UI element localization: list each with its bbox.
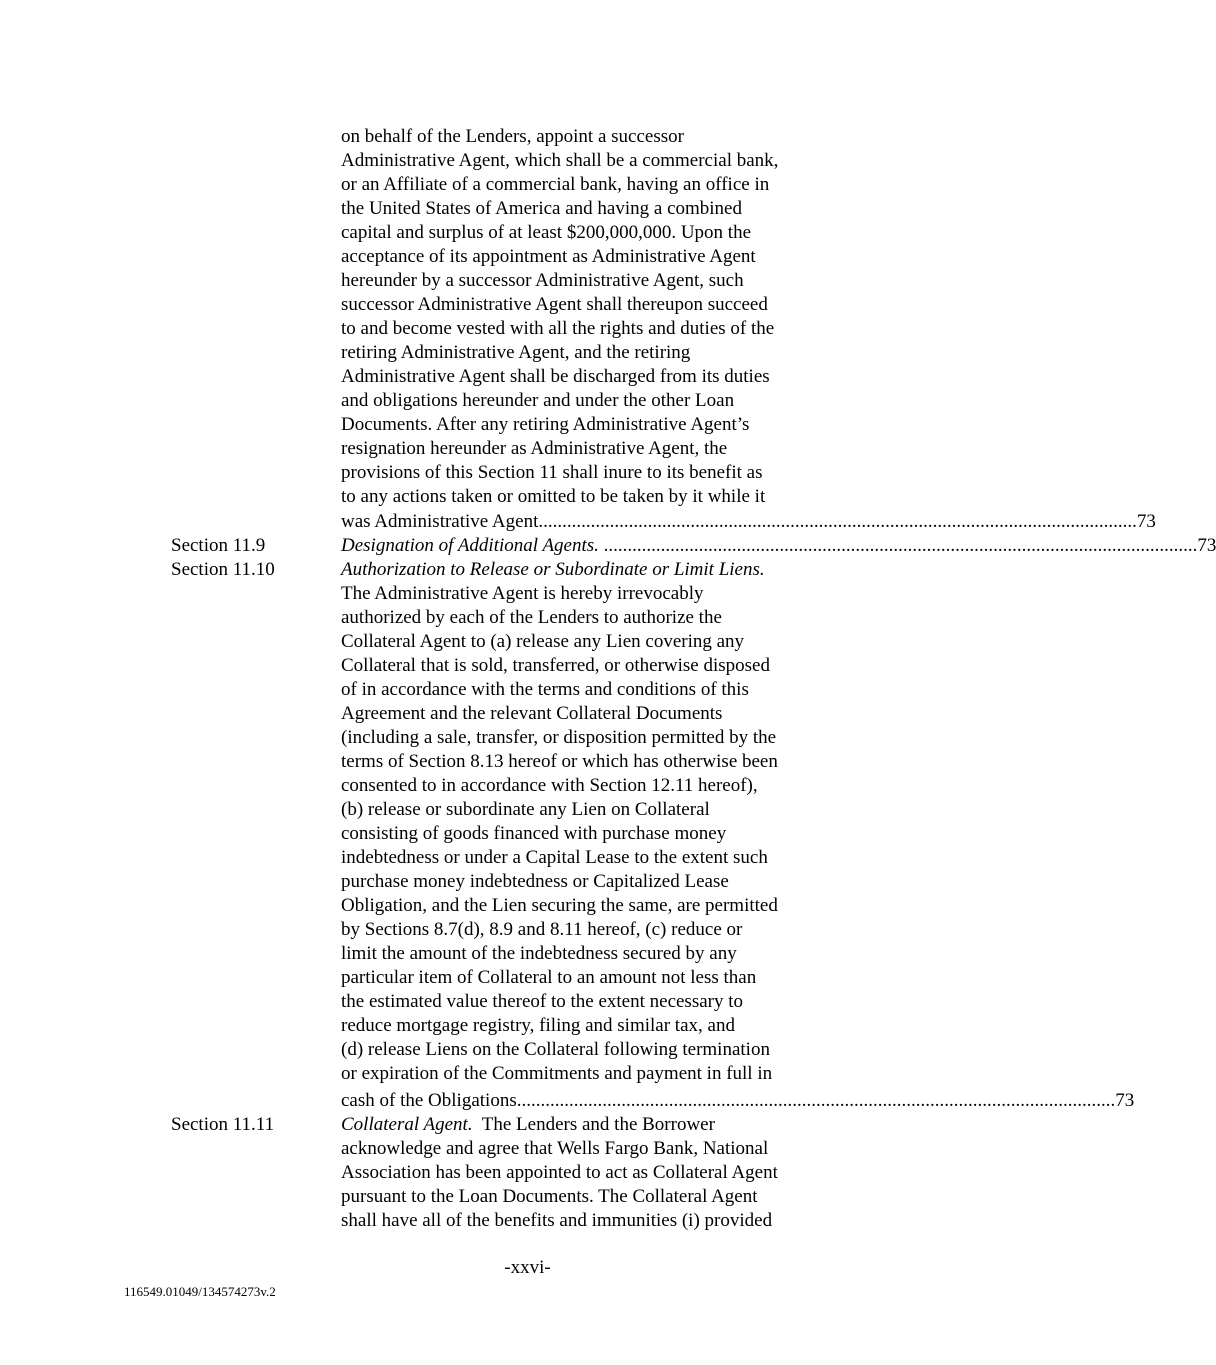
text-line: Collateral that is sold, transferred, or otherwise disposed (341, 655, 770, 676)
text-line: pursuant to the Loan Documents. The Collateral Agent (341, 1186, 758, 1207)
text-line: reduce mortgage registry, filing and similar tax, and (341, 1015, 735, 1036)
page-number: -xxvi- (504, 1257, 551, 1278)
text-line: capital and surplus of at least $200,000,000. Upon the (341, 222, 752, 243)
section-label: Section 11.11 (171, 1114, 275, 1135)
toc-entry-section-11-9[interactable] (341, 534, 1216, 558)
text-line: provisions of this Section 11 shall inure to its benefit as (341, 462, 763, 483)
text-line: Agreement and the relevant Collateral Documents (341, 703, 723, 724)
text-line: acceptance of its appointment as Administrative Agent (341, 246, 756, 267)
text-line: Documents. After any retiring Administrative Agent’s (341, 414, 750, 435)
text-line: to and become vested with all the rights and duties of the (341, 318, 775, 339)
text-line: Collateral Agent to (a) release any Lien covering any (341, 631, 745, 652)
text-line: Administrative Agent, which shall be a commercial bank, (341, 150, 779, 171)
text-line: retiring Administrative Agent, and the retiring (341, 342, 691, 363)
text-line: acknowledge and agree that Wells Fargo Bank, National (341, 1138, 769, 1159)
text-line: or expiration of the Commitments and payment in full in (341, 1063, 773, 1084)
text-line: hereunder by a successor Administrative Agent, such (341, 270, 744, 291)
text-line: Association has been appointed to act as Collateral Agent (341, 1162, 778, 1183)
text-line: and obligations hereunder and under the other Loan (341, 390, 735, 411)
text-line: (d) release Liens on the Collateral following termination (341, 1039, 770, 1060)
text-line: limit the amount of the indebtedness secured by any (341, 943, 737, 964)
text-line: terms of Section 8.13 hereof or which has otherwise been (341, 751, 778, 772)
page-ref: 73 (1197, 535, 1216, 556)
toc-entry-leader[interactable] (341, 510, 1156, 534)
toc-entry-leader[interactable] (341, 1089, 1135, 1113)
section-title: Designation of Additional Agents. (341, 535, 599, 556)
text-line: particular item of Collateral to an amount not less than (341, 967, 757, 988)
text-line: indebtedness or under a Capital Lease to the extent such (341, 847, 768, 868)
section-title[interactable]: Authorization to Release or Subordinate or Limit Liens. (341, 559, 765, 580)
page-ref: 73 (1136, 511, 1156, 532)
text-line: Administrative Agent shall be discharged from its duties (341, 366, 770, 387)
text-line: The Administrative Agent is hereby irrevocably (341, 583, 704, 604)
text-line: to any actions taken or omitted to be taken by it while it (341, 486, 766, 507)
text-line: the estimated value thereof to the extent necessary to (341, 991, 744, 1012)
dot-leader: ............................................................................................................................. (598, 535, 1198, 556)
entry-text: cash of the Obligations (341, 1090, 517, 1111)
section-text: The Lenders and the Borrower (472, 1114, 715, 1135)
text-line: authorized by each of the Lenders to authorize the (341, 607, 722, 628)
text-line: (including a sale, transfer, or disposition permitted by the (341, 727, 777, 748)
text-line: consisting of goods financed with purchase money (341, 823, 727, 844)
text-line: on behalf of the Lenders, appoint a successor (341, 126, 684, 147)
section-label: Section 11.10 (171, 559, 275, 580)
section-first-line[interactable] (341, 1113, 715, 1137)
text-line: or an Affiliate of a commercial bank, having an office in (341, 174, 770, 195)
document-id: 116549.01049/134574273v.2 (124, 1284, 276, 1299)
text-line: Obligation, and the Lien securing the same, are permitted (341, 895, 778, 916)
text-line: by Sections 8.7(d), 8.9 and 8.11 hereof, (c) reduce or (341, 919, 743, 940)
text-line: shall have all of the benefits and immunities (i) provided (341, 1210, 773, 1231)
text-line: (b) release or subordinate any Lien on Collateral (341, 799, 710, 820)
text-line: successor Administrative Agent shall thereupon succeed (341, 294, 768, 315)
section-title: Collateral Agent. (341, 1114, 473, 1135)
entry-text: was Administrative Agent (341, 511, 539, 532)
text-line: consented to in accordance with Section 12.11 hereof), (341, 775, 758, 796)
dot-leader: .............................................................................................................................. (538, 511, 1137, 532)
text-line: of in accordance with the terms and conditions of this (341, 679, 749, 700)
text-line: resignation hereunder as Administrative Agent, the (341, 438, 728, 459)
text-line: purchase money indebtedness or Capitalized Lease (341, 871, 729, 892)
section-label: Section 11.9 (171, 535, 266, 556)
text-line: the United States of America and having a combined (341, 198, 742, 219)
page-ref: 73 (1115, 1090, 1135, 1111)
dot-leader: .............................................................................................................................. (516, 1090, 1116, 1111)
